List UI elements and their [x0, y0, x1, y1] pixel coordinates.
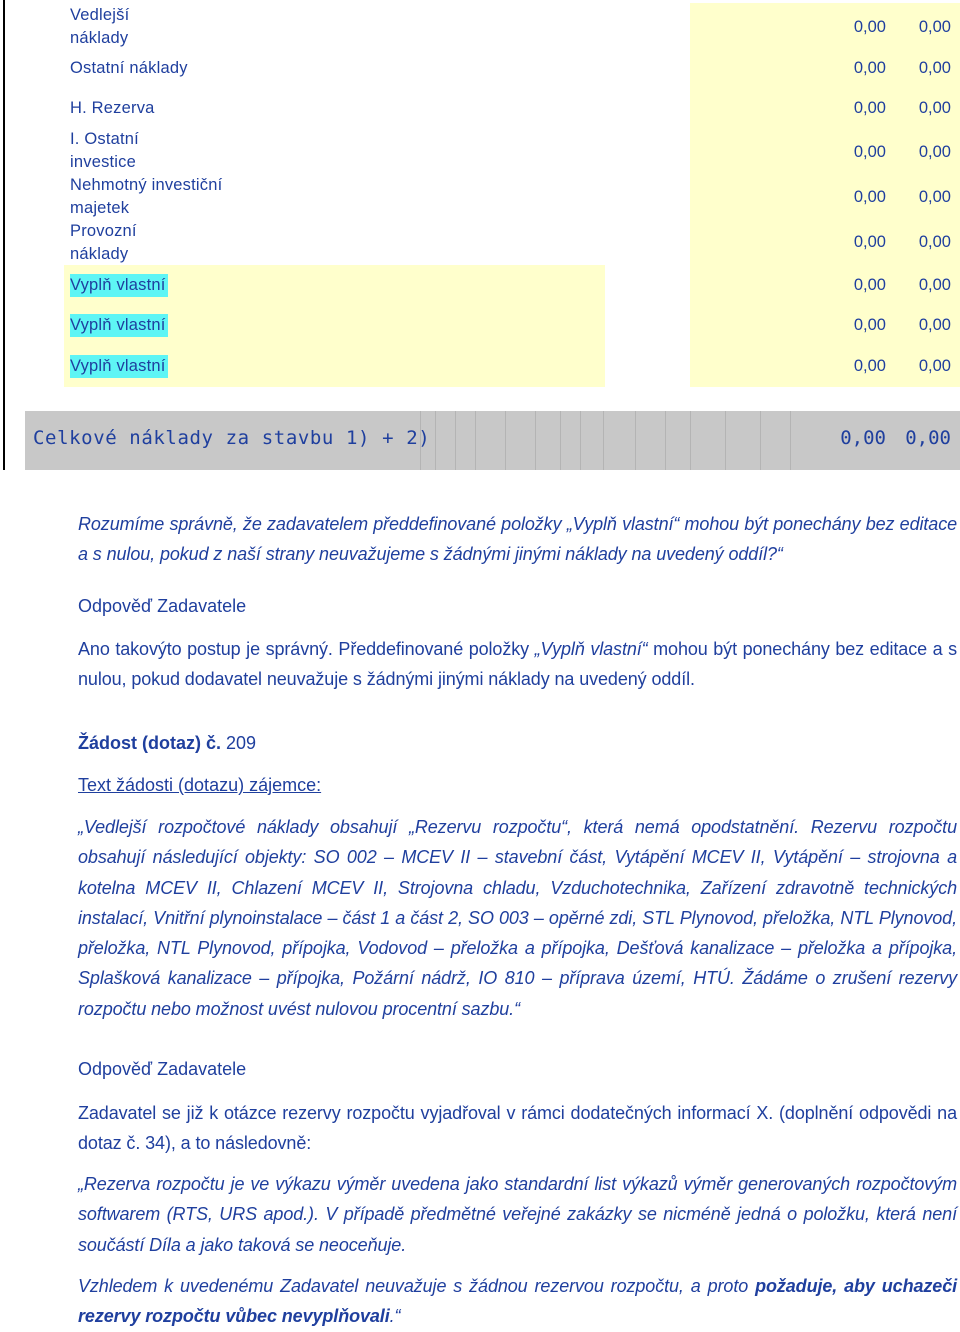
row-value-2: 0,00: [918, 316, 951, 334]
row-value-1: 0,00: [853, 357, 886, 375]
request-subheading: Text žádosti (dotazu) zájemce:: [78, 775, 322, 795]
row-value-2: 0,00: [918, 233, 951, 251]
row-label: Nehmotný investiční majetek: [70, 176, 223, 217]
answer-2-paragraph-1: Zadavatel se již k otázce rezervy rozpočtu vyjadřoval v rámci dodatečných informací X. (doplnění odpovědi na dotaz č. 34), a to následovně:: [78, 1103, 957, 1154]
total-value-1: 0,00: [840, 427, 886, 449]
answer-2-paragraph-3: Vzhledem k uvedenému Zadavatel neuvažuje s žádnou rezervou rozpočtu, a proto požaduje, aby uchazeči rezervy rozpočtu vůbec nevyplňovali.“: [78, 1276, 958, 1327]
row-value-2: 0,00: [918, 188, 951, 206]
row-value-1: 0,00: [853, 18, 886, 36]
row-value-1: 0,00: [853, 316, 886, 334]
row-value-1: 0,00: [853, 188, 886, 206]
answer-1-text: Ano takovýto postup je správný. Předdefinované položky „Vyplň vlastní“ mohou být ponechány bez editace a s nulou, pokud dodavatel neuvažuje s žádnými jinými náklady na uvedený oddíl.: [78, 639, 958, 690]
row-value-1: 0,00: [853, 99, 886, 117]
row-value-2: 0,00: [918, 143, 951, 161]
row-label: Vedlejší náklady: [70, 6, 130, 47]
row-label: Vyplň vlastní: [70, 274, 168, 297]
row-label: Vyplň vlastní: [70, 355, 168, 378]
row-value-2: 0,00: [918, 59, 951, 77]
row-label: Ostatní náklady: [70, 59, 188, 77]
row-label: Vyplň vlastní: [70, 314, 168, 337]
row-value-1: 0,00: [853, 276, 886, 294]
answer-2-paragraph-2: „Rezerva rozpočtu je ve výkazu výměr uvedena jako standardní list výkazů výměr generovaných rozpočtovým softwarem (RTS, URS apod.). V případě předmětné veřejné zakázky se nicméně jedná o položku, která není součástí Díla a jako taková se neoceňuje.: [78, 1174, 957, 1255]
row-value-2: 0,00: [918, 276, 951, 294]
row-label: I. Ostatní investice: [70, 130, 139, 171]
request-title: Žádost (dotaz) č. 209: [78, 733, 257, 753]
row-value-2: 0,00: [918, 99, 951, 117]
table-left-border: [3, 0, 5, 470]
row-label: Provozní náklady: [70, 222, 137, 263]
question-1-text: Rozumíme správně, že zadavatelem předdefinované položky „Vyplň vlastní“ mohou být ponechány bez editace a s nulou, pokud z naší strany neuvažujeme s žádnými jinými náklady na uvedený oddíl?“: [78, 514, 957, 565]
answer-2-heading: Odpověď Zadavatele: [78, 1059, 247, 1079]
row-value-1: 0,00: [853, 59, 886, 77]
row-value-2: 0,00: [918, 18, 951, 36]
total-label: Celkové náklady za stavbu 1) + 2): [33, 427, 431, 449]
answer-1-heading: Odpověď Zadavatele: [78, 596, 247, 616]
row-value-1: 0,00: [853, 143, 886, 161]
total-value-2: 0,00: [905, 427, 951, 449]
request-text: „Vedlejší rozpočtové náklady obsahují „Rezervu rozpočtu“, která nemá opodstatnění. Rezervu rozpočtu obsahují následující objekty: SO 002 – MCEV II – stavební část, Vytápění MCEV II, Vytápění – strojovna a kotelna MCEV II, Chlazení MCEV II, Strojovna chladu, Vzduchotechnika, Zařízení zdravotně technických instalací, Vnitřní plynoinstalace – část 1 a část 2, SO 003 – opěrné zdi, STL Plynovod, přeložka, NTL Plynovod, přeložka, NTL Plynovod, přípojka, Vodovod – přeložka a přípojka, Dešťová kanalizace – přeložka a přípojka, Splašková kanalizace – přípojka, Požární nádrž, IO 810 – příprava území, HTÚ. Žádáme o zrušení rezervy rozpočtu nebo možnost uvést nulovou procentní sazbu.“: [78, 817, 957, 1019]
row-label: H. Rezerva: [70, 99, 155, 117]
row-value-1: 0,00: [853, 233, 886, 251]
row-value-2: 0,00: [918, 357, 951, 375]
